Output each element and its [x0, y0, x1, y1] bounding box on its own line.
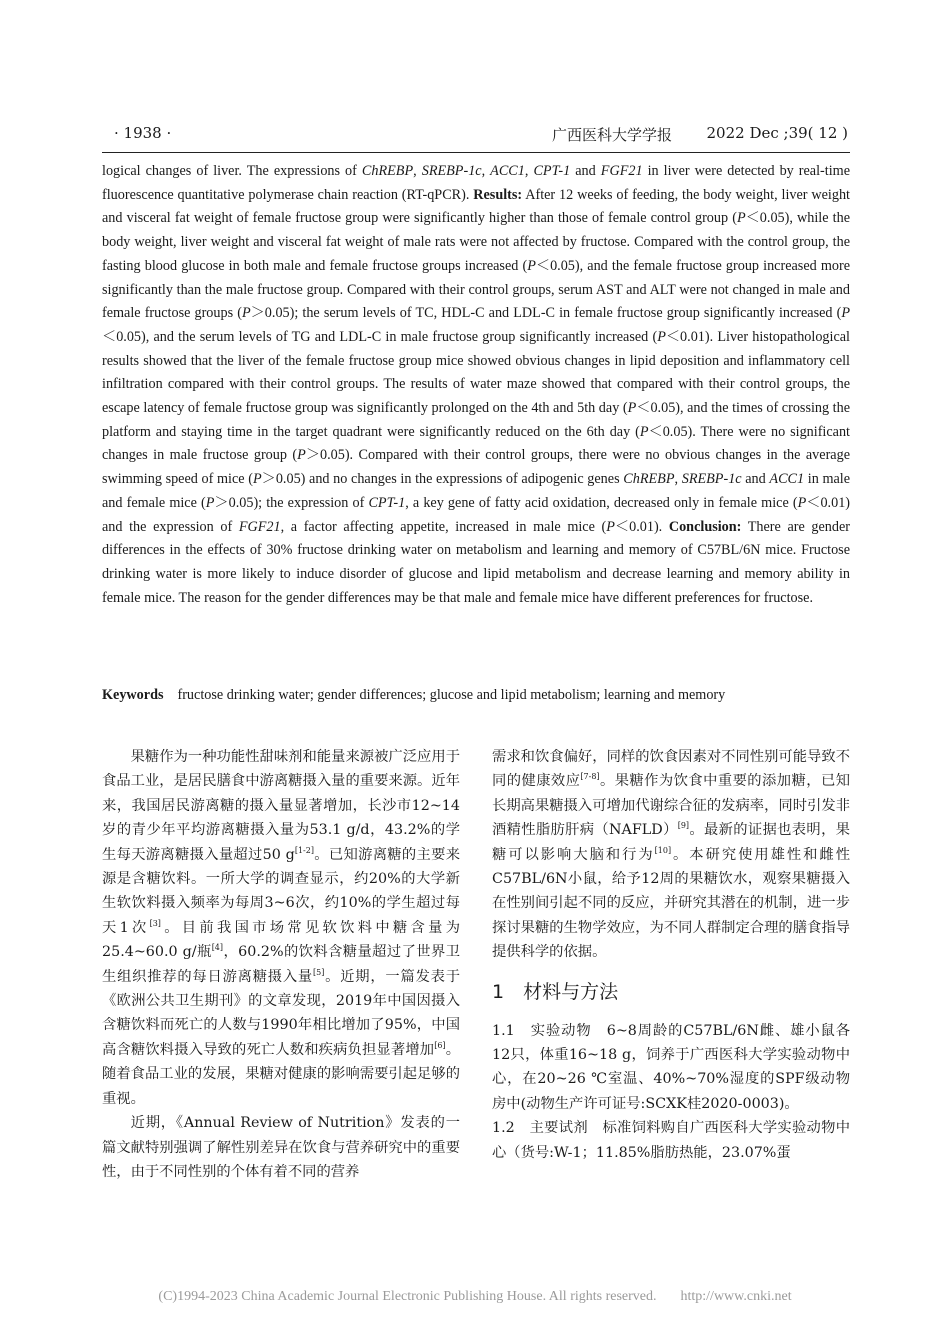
copyright-text: (C)1994-2023 China Academic Journal Electronic Publishing House. All rights reserved. [158, 1289, 657, 1304]
body-paragraph: 近期，《Annual Review of Nutrition》发表的一篇文献特别强调了解性别差异在饮食与营养研究中的重要性，由于不同性别的个体有着不同的营养 [102, 1115, 460, 1180]
copyright-footer [0, 1289, 950, 1305]
keywords-text: fructose drinking water; gender differences; glucose and lipid metabolism; learning and memory [177, 687, 726, 703]
citation: [5] [313, 967, 325, 977]
subsection-1-2: 1.2 主要试剂 标准饲料购自广西医科大学实验动物中心（货号:W-1；11.85%脂肪热能，23.07%蛋 [492, 1120, 850, 1161]
footer-url[interactable]: http://www.cnki.net [680, 1289, 792, 1304]
keywords-label: Keywords [102, 687, 164, 703]
subsection-label: 1.2 主要试剂 [492, 1120, 603, 1137]
subsection-label: 1.1 实验动物 [492, 1022, 607, 1039]
citation: [7-8] [580, 772, 600, 782]
conclusion-label: Conclusion: [668, 518, 742, 535]
journal-name: 广西医科大学学报 [551, 126, 672, 144]
running-header [102, 122, 850, 153]
citation: [3] [149, 919, 161, 929]
citation: [1-2] [294, 845, 314, 855]
abstract-paragraph: logical changes of liver. The expressions of ChREBP, SREBP-1c, ACC1, CPT-1 and FGF21 in liver were detected by real-time fluorescence quantitative polymerase chain reaction (RT-qPCR). Results: After 12 weeks of feeding, the body weight, liver weight and visceral fat weight of female fructose group were significantly higher than those of female control group (P＜0.05), while the body weight, liver weight and visceral fat weight of male rats were not affected by fructose. Compared with the control group, the fasting blood glucose in both male and female fructose groups increased (P＜0.05), and the female fructose group increased more significantly than the male fructose group. Compared with their control groups, serum AST and ALT were not changed in male and female fructose groups (P＞0.05); the serum levels of TC, HDL-C and LDL-C in female fructose group significantly increased (P＜0.05), and the serum levels of TG and LDL-C in male fructose group significantly increased (P＜0.01). Liver histopathological results showed that the liver of the female fructose group mice showed obvious changes in lipid deposition and inflammatory cell infiltration compared with their control groups. The results of water maze showed that compared with their control groups, the escape latency of female fructose group was significantly prolonged on the 4th and 5th day (P＜0.05), and the times of crossing the platform and staying time in the target quadrant were significantly reduced on the 6th day (P＜0.05). There were no significant changes in male fructose group (P＞0.05). Compared with their control groups, there were no obvious changes in the average swimming speed of mice (P＞0.05) and no changes in the expressions of adipogenic genes ChREBP, SREBP-1c and ACC1 in male and female mice (P＞0.05); the expression of CPT-1, a key gene of fatty acid oxidation, decreased only in female mice (P＜0.01) and the expression of FGF21, a factor affecting appetite, increased in male mice (P＜0.01). Conclusion: There are gender differences in the effects of 30% fructose drinking water on metabolism and learning and memory of C57BL/6N mice. Fructose drinking water is more likely to induce disorder of glucose and lipid metabolism and decrease learning and memory ability in female mice. The reason for the gender differences may be that male and female mice have different preferences for fructose. [102, 163, 851, 606]
body-paragraph: 需求和饮食偏好，同样的饮食因素对不同性别可能导致不同的健康效应[7-8]。果糖作为饮食中重要的添加糖，已知长期高果糖摄入可增加代谢综合征的发病率，同时引发非酒精性脂肪肝病（NAFLD）[9]。最新的证据也表明，果糖可以影响大脑和行为[10]。本研究使用雄性和雌性C57BL/6N小鼠，给予12周的果糖饮水，观察果糖摄入在性别间引起不同的反应，并研究其潜在的机制，进一步探讨果糖的生物学效应，为不同人群制定合理的膳食指导提供科学的依据。 [492, 749, 851, 961]
citation: [6] [434, 1041, 446, 1051]
results-label: Results: [473, 186, 523, 203]
issue-info: 2022 Dec ;39( 12 ) [706, 124, 848, 142]
body-column-left [102, 745, 460, 1184]
section-heading: 1 材料与方法 [492, 980, 619, 1003]
citation: [9] [677, 821, 690, 831]
page-number: · 1938 · [114, 124, 172, 142]
citation: [4] [211, 943, 224, 953]
subsection-1-1: 1.1 实验动物 6~8周龄的C57BL/6N雌、雄小鼠各12只，体重16~18 g，饲养于广西医科大学实验动物中心，在20~26 ℃室温、40%~70%湿度的SPF级动物房中(动物生产许可证号:SCXK桂2020-0003)。 [492, 1022, 850, 1112]
keywords [102, 684, 850, 707]
body-column-right [492, 745, 850, 1165]
english-abstract [102, 160, 850, 610]
body-paragraph: 果糖作为一种功能性甜味剂和能量来源被广泛应用于食品工业，是居民膳食中游离糖摄入量的重要来源。近年来，我国居民游离糖的摄入量显著增加，长沙市12~14岁的青少年平均游离糖摄入量为53.1 g/d，43.2%的学生每天游离糖摄入量超过50 g[1-2]。已知游离糖的主要来源是含糖饮料。一所大学的调查显示，约20%的大学新生软饮料摄入频率为每周3~6次，约10%的学生超过每天1次[3]。目前我国市场常见软饮料中糖含量为25.4~60.0 g/瓶[4]，60.2%的饮料含糖量超过了世界卫生组织推荐的每日游离糖摄入量[5]。近期，一篇发表于《欧洲公共卫生期刊》的文章发现，2019年中国因摄入含糖饮料而死亡的人数与1990年相比增加了95%，中国高含糖饮料摄入导致的死亡人数和疾病负担显著增加[6]。随着食品工业的发展，果糖对健康的影响需要引起足够的重视。 [102, 749, 461, 1107]
citation: [10] [654, 845, 672, 855]
